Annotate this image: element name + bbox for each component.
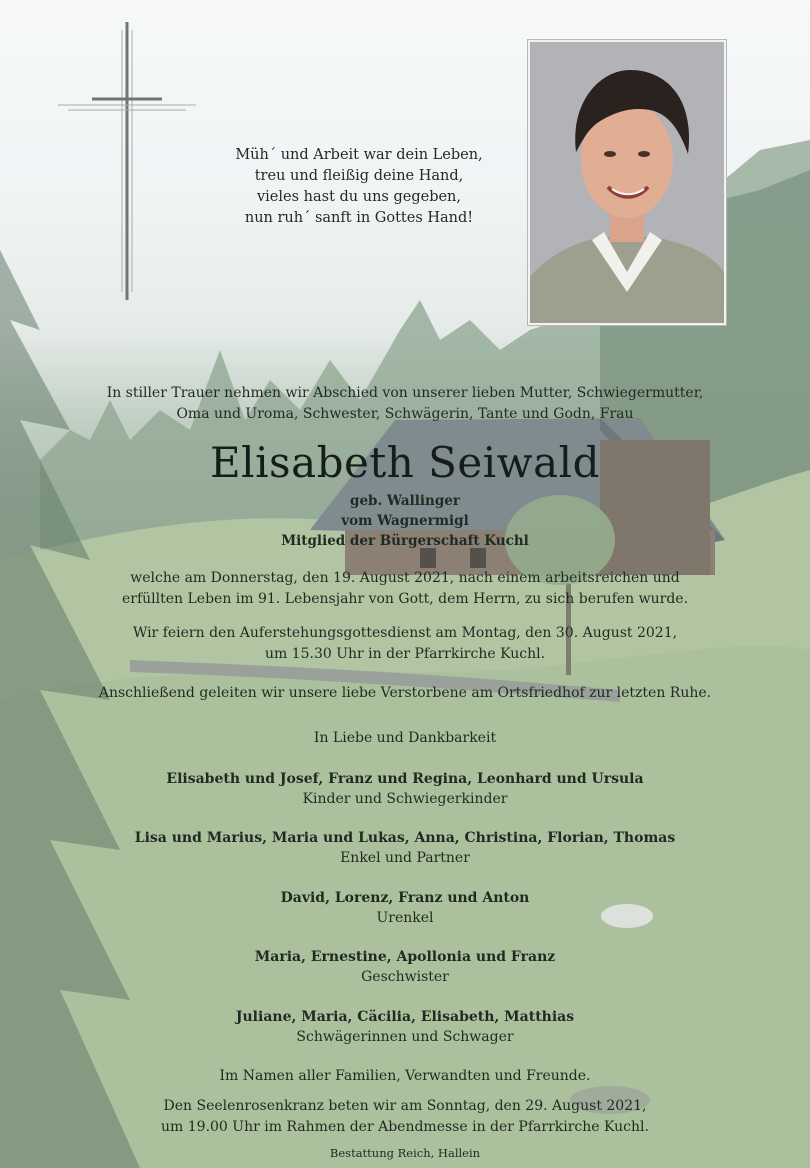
rosary-line: Den Seelenrosenkranz beten wir am Sonntag, den 29. August 2021, — [163, 1098, 647, 1114]
family-role: Urenkel — [376, 910, 434, 926]
all-relatives: Im Namen aller Familien, Verwandten und Freunde. — [219, 1068, 591, 1084]
family-group — [60, 947, 750, 987]
rosary-line: um 19.00 Uhr im Rahmen der Abendmesse in der Pfarrkirche Kuchl. — [161, 1119, 649, 1135]
family-names: David, Lorenz, Franz und Anton — [280, 890, 530, 906]
death-line: erfüllten Leben im 91. Lebensjahr von Gott, dem Herrn, zu sich berufen wurde. — [121, 591, 689, 607]
family-names: Juliane, Maria, Cäcilia, Elisabeth, Matthias — [235, 1009, 575, 1025]
intro-text — [90, 383, 720, 425]
burial-notice: Anschließend geleiten wir unsere liebe Verstorbene am Ortsfriedhof zur letzten Ruhe. — [98, 685, 712, 701]
deceased-name: Elisabeth Seiwald — [209, 438, 600, 487]
intro-line: Oma und Uroma, Schwester, Schwägerin, Tante und Godn, Frau — [176, 406, 634, 422]
deceased-details — [200, 491, 610, 551]
cross-icon — [58, 22, 196, 302]
birth-name: geb. Wallinger — [350, 493, 460, 509]
closing-text: In Liebe und Dankbarkeit — [313, 730, 497, 746]
family-role: Enkel und Partner — [340, 850, 470, 866]
poem-line: vieles hast du uns gegeben, — [256, 189, 462, 205]
family-group — [60, 1007, 750, 1047]
family-names: Maria, Ernestine, Apollonia und Franz — [254, 949, 556, 965]
family-group — [60, 769, 750, 809]
funeral-home: Bestattung Reich, Hallein — [329, 1146, 481, 1160]
membership: Mitglied der Bürgerschaft Kuchl — [281, 533, 529, 549]
memorial-poem — [214, 145, 504, 229]
poem-line: Müh´ und Arbeit war dein Leben, — [235, 147, 483, 163]
intro-line: In stiller Trauer nehmen wir Abschied von unserer lieben Mutter, Schwiegermutter, — [106, 385, 704, 401]
poem-line: treu und fleißig deine Hand, — [254, 168, 464, 184]
family-group — [60, 828, 750, 868]
service-line: Wir feiern den Auferstehungsgottesdienst am Montag, den 30. August 2021, — [132, 625, 678, 641]
family-names: Lisa und Marius, Maria und Lukas, Anna, Christina, Florian, Thomas — [134, 830, 676, 846]
death-line: welche am Donnerstag, den 19. August 2021, nach einem arbeitsreichen und — [130, 570, 680, 586]
house-name: vom Wagnermigl — [341, 513, 469, 529]
rosary-notice — [70, 1096, 740, 1138]
family-names: Elisabeth und Josef, Franz und Regina, Leonhard und Ursula — [166, 771, 644, 787]
service-line: um 15.30 Uhr in der Pfarrkirche Kuchl. — [264, 646, 546, 662]
family-role: Schwägerinnen und Schwager — [296, 1029, 514, 1045]
poem-line: nun ruh´ sanft in Gottes Hand! — [244, 210, 474, 226]
family-role: Kinder und Schwiegerkinder — [302, 791, 508, 807]
service-notice — [70, 623, 740, 665]
death-notice — [70, 568, 740, 610]
family-role: Geschwister — [361, 969, 449, 985]
portrait-photo — [528, 40, 726, 325]
family-group — [60, 888, 750, 928]
